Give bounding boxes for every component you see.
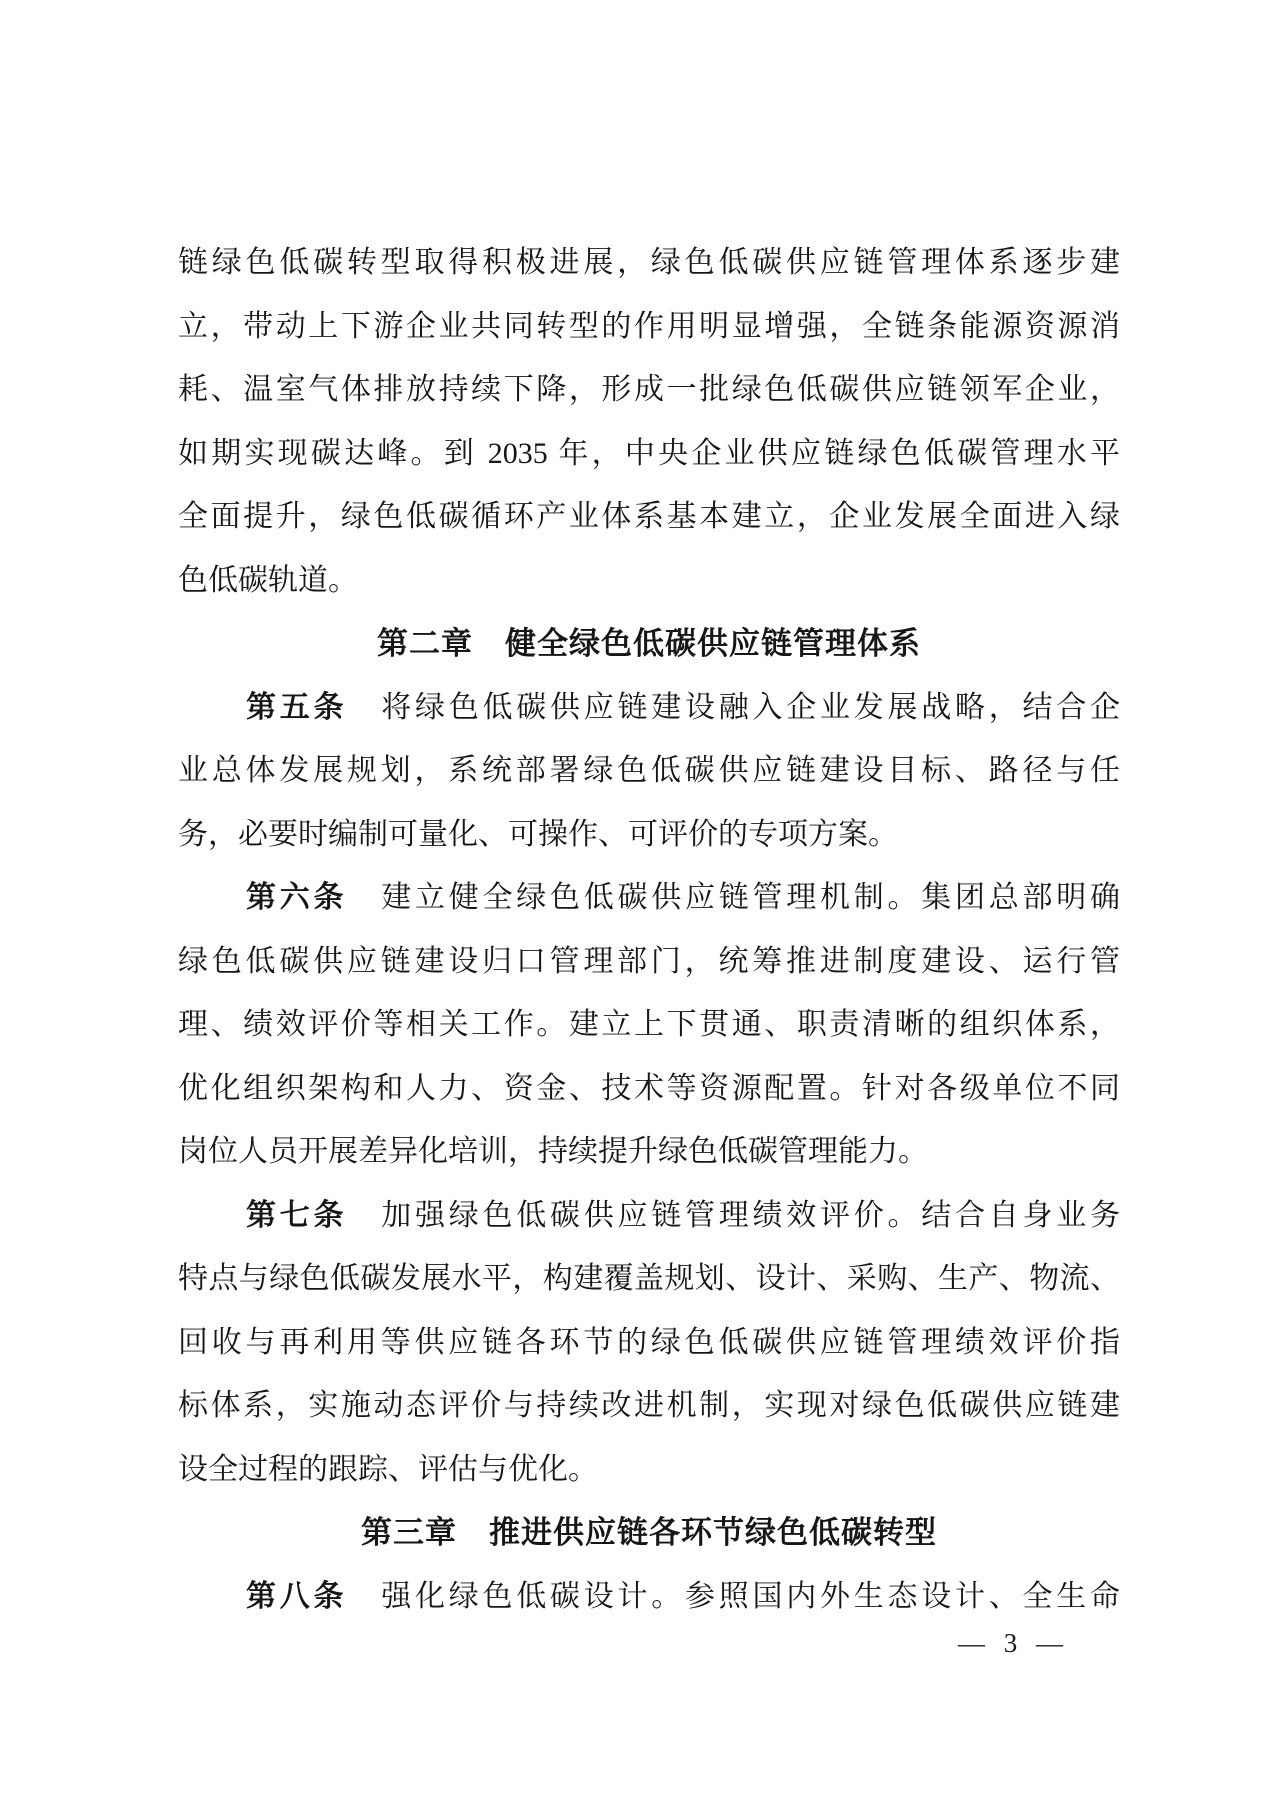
- text-line: 耗、温室气体排放持续下降，形成一批绿色低碳供应链领军企业，: [178, 373, 1120, 406]
- text-line: [178, 676, 1120, 740]
- text-line: [178, 1184, 1120, 1248]
- chapter-heading: 第三章 推进供应链各环节绿色低碳转型: [361, 1515, 937, 1550]
- article-paragraph: [178, 1565, 1120, 1629]
- text-line: 务，必要时编制可量化、可操作、可评价的专项方案。: [178, 817, 898, 851]
- article-number-label: 第七条: [246, 1198, 348, 1232]
- text-line: 色低碳轨道。: [178, 563, 358, 597]
- text-line: 业总体发展规划，系统部署绿色低碳供应链建设目标、路径与任: [178, 754, 1120, 787]
- text-line: 岗位人员开展差异化培训，持续提升绿色低碳管理能力。: [178, 1135, 928, 1168]
- article-opening-text: 强化绿色低碳设计。参照国内外生态设计、全生命: [381, 1579, 1120, 1613]
- body-paragraph: [178, 231, 1120, 612]
- chapter-heading: 第二章 健全绿色低碳供应链管理体系: [377, 626, 921, 661]
- document-content: [178, 231, 1120, 1628]
- text-line: 链绿色低碳转型取得积极进展，绿色低碳供应链管理体系逐步建: [178, 246, 1120, 279]
- text-line: [178, 1565, 1120, 1629]
- article-number-label: 第六条: [246, 881, 348, 914]
- text-line: 绿色低碳供应链建设归口管理部门，统筹推进制度建设、运行管: [178, 944, 1120, 978]
- article-paragraph: [178, 866, 1120, 1184]
- article-paragraph: [178, 676, 1120, 867]
- text-line: [178, 866, 1120, 930]
- article-number-label: 第八条: [246, 1579, 348, 1613]
- text-line: 如期实现碳达峰。到 2035 年，中央企业供应链绿色低碳管理水平: [178, 436, 1120, 470]
- article-opening-text: 加强绿色低碳供应链管理绩效评价。结合自身业务: [381, 1198, 1120, 1232]
- text-line: 立，带动上下游企业共同转型的作用明显增强，全链条能源资源消: [178, 309, 1120, 343]
- text-line: 理、绩效评价等相关工作。建立上下贯通、职责清晰的组织体系，: [178, 1008, 1120, 1041]
- text-line: 回收与再利用等供应链各环节的绿色低碳供应链管理绩效评价指: [178, 1325, 1120, 1359]
- article-opening-text: 将绿色低碳供应链建设融入企业发展战略，结合企: [381, 690, 1120, 724]
- article-paragraph: [178, 1184, 1120, 1502]
- text-line: 优化组织架构和人力、资金、技术等资源配置。针对各级单位不同: [178, 1071, 1120, 1105]
- page-number: — 3 —: [958, 1628, 1063, 1658]
- text-line: 特点与绿色低碳发展水平，构建覆盖规划、设计、采购、生产、物流、: [178, 1262, 1120, 1295]
- article-number-label: 第五条: [246, 690, 348, 724]
- text-line: 设全过程的跟踪、评估与优化。: [178, 1452, 598, 1486]
- text-line: 标体系，实施动态评价与持续改进机制，实现对绿色低碳供应链建: [178, 1389, 1120, 1422]
- article-opening-text: 建立健全绿色低碳供应链管理机制。集团总部明确: [381, 881, 1120, 914]
- text-line: 全面提升，绿色低碳循环产业体系基本建立，企业发展全面进入绿: [178, 500, 1120, 533]
